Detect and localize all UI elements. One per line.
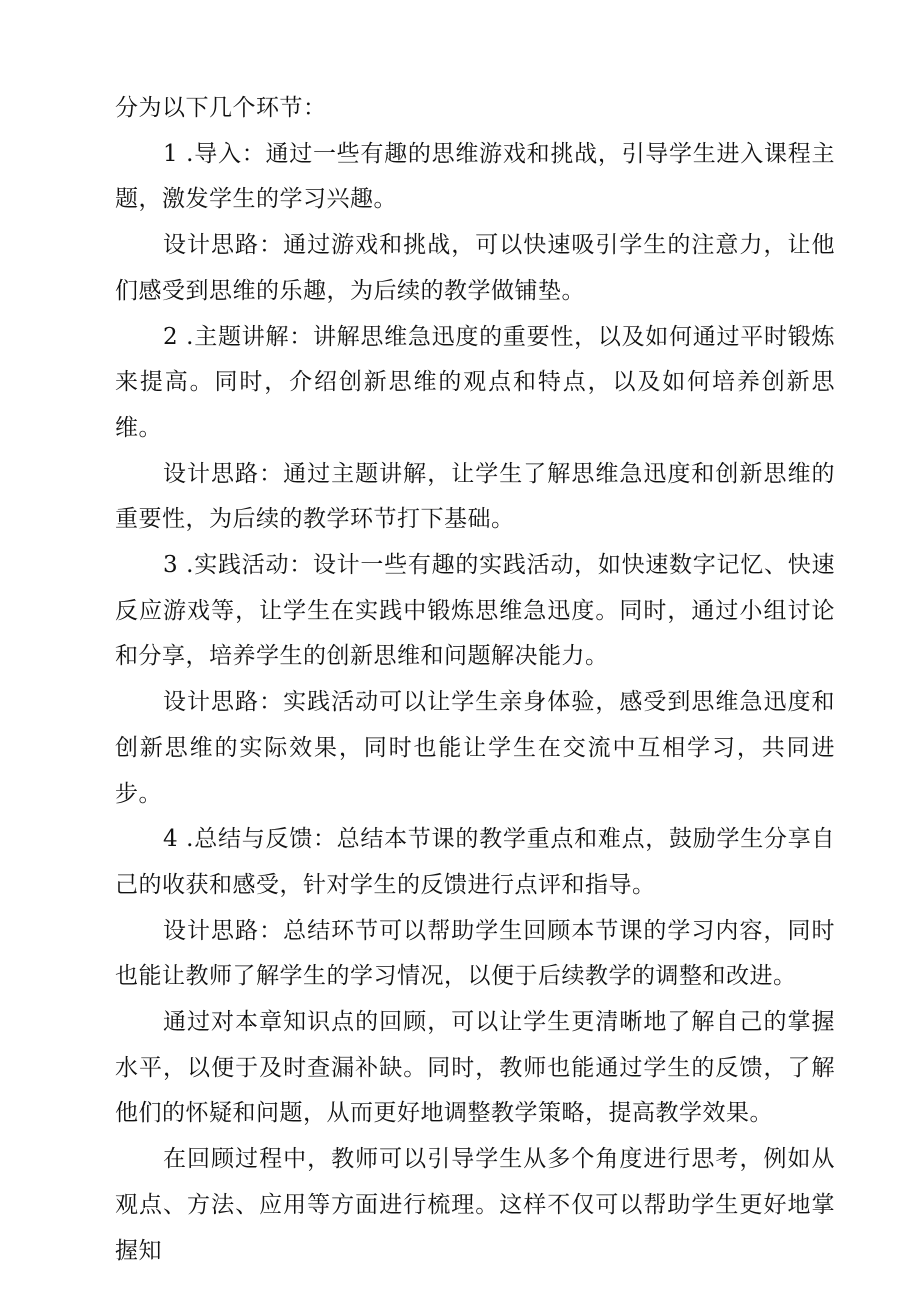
paragraph-design-1: 设计思路：通过游戏和挑战，可以快速吸引学生的注意力，让他们感受到思维的乐趣，为后续的教学做铺垫。: [115, 232, 835, 304]
paragraph-step-3: 3 .实践活动：设计一些有趣的实践活动，如快速数字记忆、快速反应游戏等，让学生在实践中锻炼思维急迅度。同时，通过小组讨论和分享，培养学生的创新思维和问题解决能力。: [115, 552, 835, 670]
paragraph-review: 通过对本章知识点的回顾，可以让学生更清晰地了解自己的掌握水平，以便于及时查漏补缺。同时，教师也能通过学生的反馈，了解他们的怀疑和问题，从而更好地调整教学策略，提高教学效果。: [115, 1009, 835, 1127]
paragraph-step-2: 2 .主题讲解：讲解思维急迅度的重要性，以及如何通过平时锻炼来提高。同时，介绍创新思维的观点和特点，以及如何培养创新思维。: [115, 323, 835, 441]
document-body: [115, 86, 835, 1274]
paragraph-design-3: 设计思路：实践活动可以让学生亲身体验，感受到思维急迅度和创新思维的实际效果，同时也能让学生在交流中互相学习，共同进步。: [115, 689, 835, 807]
paragraph-design-4: 设计思路：总结环节可以帮助学生回顾本节课的学习内容，同时也能让教师了解学生的学习情况，以便于后续教学的调整和改进。: [115, 917, 835, 990]
paragraph-step-1: 1 .导入：通过一些有趣的思维游戏和挑战，引导学生进入课程主题，激发学生的学习兴趣。: [115, 140, 835, 213]
paragraph-intro: 分为以下几个环节：: [115, 95, 327, 121]
paragraph-review-process: 在回顾过程中，教师可以引导学生从多个角度进行思考，例如从观点、方法、应用等方面进行梳理。这样不仅可以帮助学生更好地掌握知: [115, 1146, 835, 1264]
paragraph-design-2: 设计思路：通过主题讲解，让学生了解思维急迅度和创新思维的重要性，为后续的教学环节打下基础。: [115, 460, 835, 533]
paragraph-step-4: 4 .总结与反馈：总结本节课的教学重点和难点，鼓励学生分享自己的收获和感受，针对学生的反馈进行点评和指导。: [115, 826, 835, 898]
